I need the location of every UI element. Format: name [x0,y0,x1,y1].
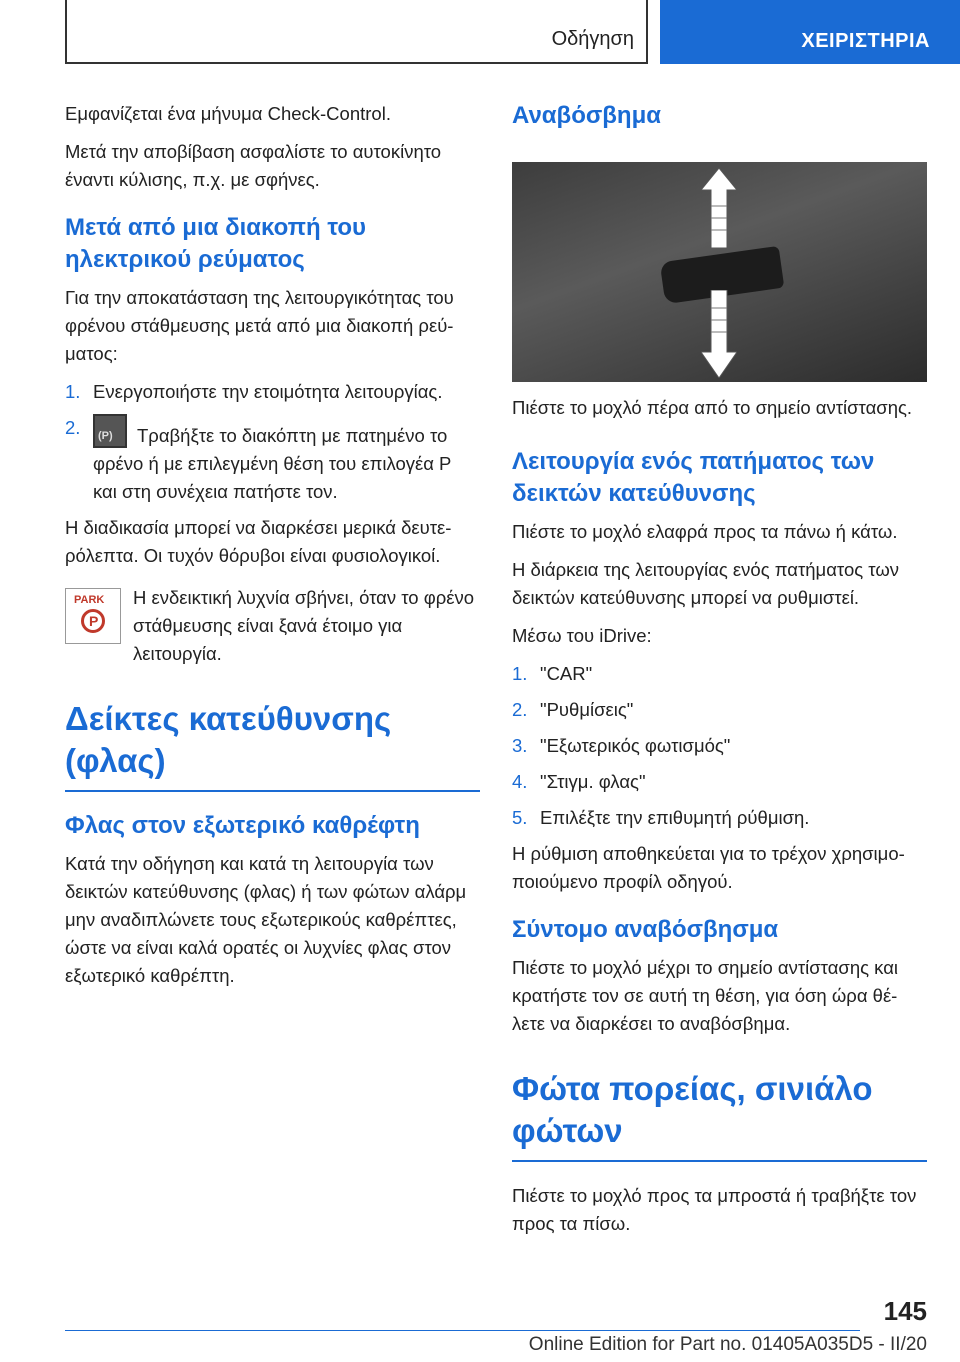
park-brake-indicator-icon [65,588,121,644]
paragraph: Πιέστε το μοχλό προς τα μπροστά ή τραβήξτε τον προς τα πίσω. [512,1185,917,1234]
paragraph: Πιέστε το μοχλό μέχρι το σημείο αντίστασης και κρατήστε τον σε αυτή τη θέση, για όση ώρα θέ-λετε να διαρκέσει το αναβόσβημα. [512,957,898,1034]
header-section-box [65,0,648,64]
list-item [512,660,927,688]
list-number: 2. [512,699,528,720]
list-number: 4. [512,771,528,792]
list-text: "Στιγμ. φλας" [540,771,646,792]
divider [512,1160,927,1162]
left-column [65,100,480,1000]
heading-mirror-signals: Φλας στον εξωτερικό καθρέφτη [65,812,420,839]
list-text: Τραβήξτε το διακόπτη με πατημένο το φρένο ή με επιλεγμένη θέση του επιλογέα P και στη συνέχεια πατήστε τον. [93,425,452,502]
list-item [512,804,927,832]
list-text: Επιλέξτε την επιθυμητή ρύθμιση. [540,807,810,828]
paragraph: Πιέστε το μοχλό ελαφρά προς τα πάνω ή κάτω. [512,521,898,542]
list-text: "CAR" [540,663,593,684]
paragraph: Κατά την οδήγηση και κατά τη λειτουργία των δεικτών κατεύθυνσης (φλας) ή των φώτων αλάρμ μην αναδιπλώνετε τους εξωτερικούς καθρέπτες, ώστε να είναι καλά ορατές οι λυχνίες φλας στον εξωτερικό καθρέπτη. [65,853,467,986]
list-item [512,696,927,724]
list-number: 3. [512,735,528,756]
heading-power-interruption: Μετά από μια διακοπή του ηλεκτρικού ρεύματος [65,214,367,273]
list-item [65,414,480,506]
list-text: "Ρυθμίσεις" [540,699,634,720]
list-number: 1. [512,663,528,684]
paragraph: Μετά την αποβίβαση ασφαλίστε το αυτοκίνητο έναντι κύλισης, π.χ. με σφήνες. [65,141,442,190]
paragraph: Η ρύθμιση αποθηκεύεται για το τρέχον χρησιμο-ποιούμενο προφίλ οδηγού. [512,843,905,892]
parking-brake-switch-icon [93,414,127,448]
footer-edition: Online Edition for Part no. 01405A035D5 - II/20 [528,1334,927,1355]
heading-turn-signals: Δείκτες κατεύθυνσης (φλας) [65,700,392,779]
heading-flashing: Αναβόσβημα [512,102,662,129]
paragraph: Για την αποκατάσταση της λειτουργικότητας του φρένου στάθμευσης μετά από μια διακοπή ρεύ-ματος: [65,287,454,364]
paragraph: Μέσω του iDrive: [512,625,652,646]
list-item [512,732,927,760]
list-item [65,378,480,406]
park-note: Η ενδεικτική λυχνία σβήνει, όταν το φρένο στάθμευσης είναι ξανά έτοιμο για λειτουργία. [133,587,475,664]
heading-short-flash: Σύντομο αναβόσβησμα [512,916,779,943]
paragraph: Εμφανίζεται ένα μήνυμα Check-Control. [65,103,391,124]
header-chapter-title: ΧΕΙΡΙΣΤΗΡΙΑ [801,30,930,52]
arrow-up-icon [701,168,737,248]
idrive-steps-list [512,660,927,832]
list-text: Ενεργοποιήστε την ετοιμότητα λειτουργίας. [93,381,443,402]
list-number: 5. [512,807,528,828]
page-number: 145 [883,1296,927,1326]
paragraph: Η διαδικασία μπορεί να διαρκέσει μερικά δευτε-ρόλεπτα. Οι τυχόν θόρυβοι είναι φυσιολογικοί. [65,517,452,566]
photo-caption: Πιέστε το μοχλό πέρα από το σημείο αντίστασης. [512,397,913,418]
steps-list [65,378,480,506]
heading-high-beam: Φώτα πορείας, σινιάλο φώτων [512,1070,873,1149]
divider [65,790,480,792]
right-column [512,100,927,1248]
turn-signal-lever-photo [512,162,927,382]
list-number: 2. [65,417,81,438]
paragraph: Η διάρκεια της λειτουργίας ενός πατήματος των δεικτών κατεύθυνσης μπορεί να ρυθμιστεί. [512,559,900,608]
list-item [512,768,927,796]
header-chapter-tab [660,0,960,64]
park-icon-text: PARK [74,594,105,606]
arrow-down-icon [701,290,737,378]
list-number: 1. [65,381,81,402]
heading-one-touch: Λειτουργία ενός πατήματος των δεικτών κατεύθυνσης [512,448,875,507]
list-text: "Εξωτερικός φωτισμός" [540,735,731,756]
footer-divider [65,1330,860,1331]
header-section-title: Οδήγηση [551,28,634,50]
park-note-block [65,584,480,668]
